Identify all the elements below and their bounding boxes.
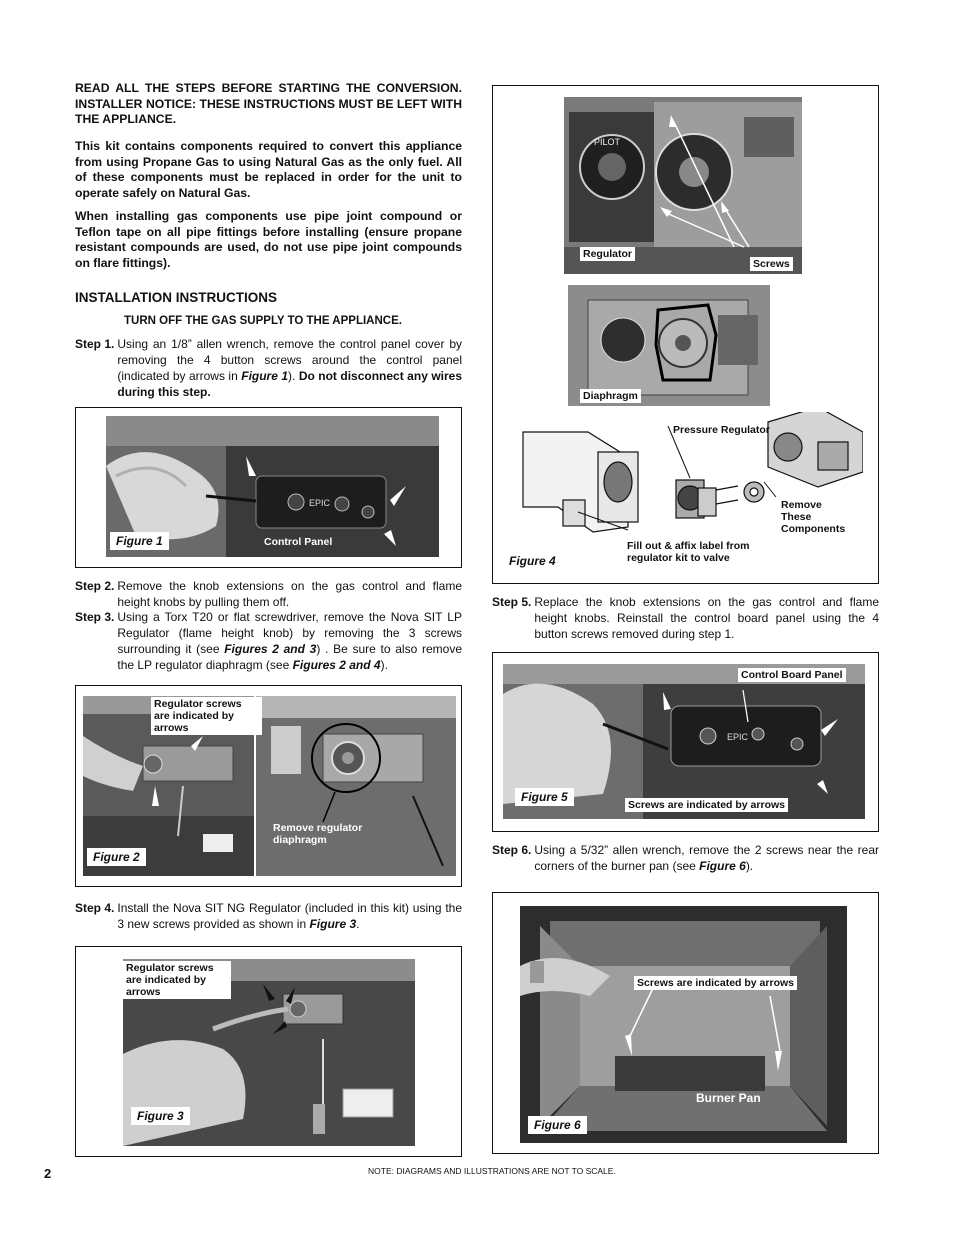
figure-6-burner-label: Burner Pan [696,1091,761,1105]
figure-5-label: Figure 5 [515,788,574,806]
figure-6-photo [520,906,847,1143]
step-text: Using a 5/32” allen wrench, remove the 2 screws near the rear corners of the burner pan (see Figure 6). [534,843,879,873]
step-text: Using a Torx T20 or flat screwdriver, remove the Nova SIT LP Regulator (flame height knob) by removing the 3 screws surrounding it (see Figures 2 and 3) . Be sure to also remove the LP regulator diaphragm (see Figures 2 and 4). [117,610,462,672]
section-subheading: TURN OFF THE GAS SUPPLY TO THE APPLIANCE. [124,315,402,327]
figure-1-caption: Control Panel [264,536,333,548]
figure-3-photo [123,959,415,1146]
figure-4-label: Figure 4 [503,552,562,570]
step-label: Step 2. [75,579,115,593]
figure-4-diaphragm-label: Diaphragm [580,389,641,403]
figure-6-frame [492,892,879,1154]
step-5 [492,594,879,642]
figure-4-regulator-label: Regulator [580,247,635,261]
step-label: Step 1. [75,337,115,351]
figure-2-frame [75,685,462,887]
figure-4-valve-text: PILOT [594,137,621,147]
figure-6-callout-screws: Screws are indicated by arrows [634,976,797,990]
step-label: Step 3. [75,610,115,624]
step-label: Step 4. [75,901,115,915]
step-text: Install the Nova SIT NG Regulator (included in this kit) using the 3 new screws provided as shown in Figure 3. [117,901,462,931]
figure-4-frame [492,85,879,584]
section-heading: INSTALLATION INSTRUCTIONS [75,290,277,305]
figure-4-photo-regulator [564,97,802,274]
figure-5-panel-brand: EPIC [727,732,749,742]
intro-kit-description: This kit contains components required to convert this appliance from using Propane Gas to using Natural Gas as the only fuel. All of these components must be replaced in order for the unit to operate safely on Natural Gas. [75,139,462,200]
step-6 [492,842,879,874]
footer-note: NOTE: DIAGRAMS AND ILLUSTRATIONS ARE NOT TO SCALE. [368,1166,616,1176]
step-text: Replace the knob extensions on the gas control and flame height knobs. Reinstall the control board panel using the 4 button screws removed during step 1. [534,595,879,641]
figure-1-panel-brand: EPIC [309,498,331,508]
figure-3-label: Figure 3 [131,1107,190,1125]
step-label: Step 5. [492,595,532,609]
figure-5-frame [492,652,879,832]
figure-5-callout-panel: Control Board Panel [738,668,846,682]
figure-2-callout-diaphragm: Remove regulator diaphragm [273,822,363,846]
intro-pipe-compound: When installing gas components use pipe joint compound or Teflon tape on all pipe fittings before installing (ensure propane resistant compounds are used, do not use pipe joint compounds on flare fittings). [75,209,462,270]
step-text: Remove the knob extensions on the gas control and flame height knobs by pulling them off. [117,579,462,609]
step-1 [75,336,462,400]
intro-notice: READ ALL THE STEPS BEFORE STARTING THE CONVERSION. INSTALLER NOTICE: THESE INSTRUCTIONS MUST BE LEFT WITH THE APPLIANCE. [75,81,462,126]
figure-6-label: Figure 6 [528,1116,587,1134]
figure-2-callout-screws: Regulator screws are indicated by arrows [151,697,262,735]
figure-1-frame [75,407,462,568]
figure-5-callout-screws: Screws are indicated by arrows [625,798,788,812]
figure-4-remove-components-label: Remove These Components [781,499,846,535]
figure-4-fill-out-label: Fill out & affix label from regulator kit to valve [627,540,750,564]
step-label: Step 6. [492,843,532,857]
figure-3-frame [75,946,462,1157]
page-number: 2 [44,1166,52,1181]
figure-5-photo [503,664,865,819]
figure-4-photo-diaphragm [568,285,770,406]
step-text: Using an 1/8” allen wrench, remove the control panel cover by removing the 4 button screws around the control panel (indicated by arrows in Figure 1). Do not disconnect any wires during this step. [117,337,463,399]
figure-2-label: Figure 2 [87,848,146,866]
step-2 [75,578,462,610]
figure-1-photo [106,416,439,557]
step-4 [75,900,462,932]
figure-4-pressure-regulator-label: Pressure Regulator [673,424,770,436]
step-3 [75,609,462,673]
figure-4-screws-label: Screws [750,257,793,271]
figure-1-label: Figure 1 [110,532,169,550]
figure-2-photo [83,696,456,876]
figure-3-callout-screws: Regulator screws are indicated by arrows [123,961,231,999]
